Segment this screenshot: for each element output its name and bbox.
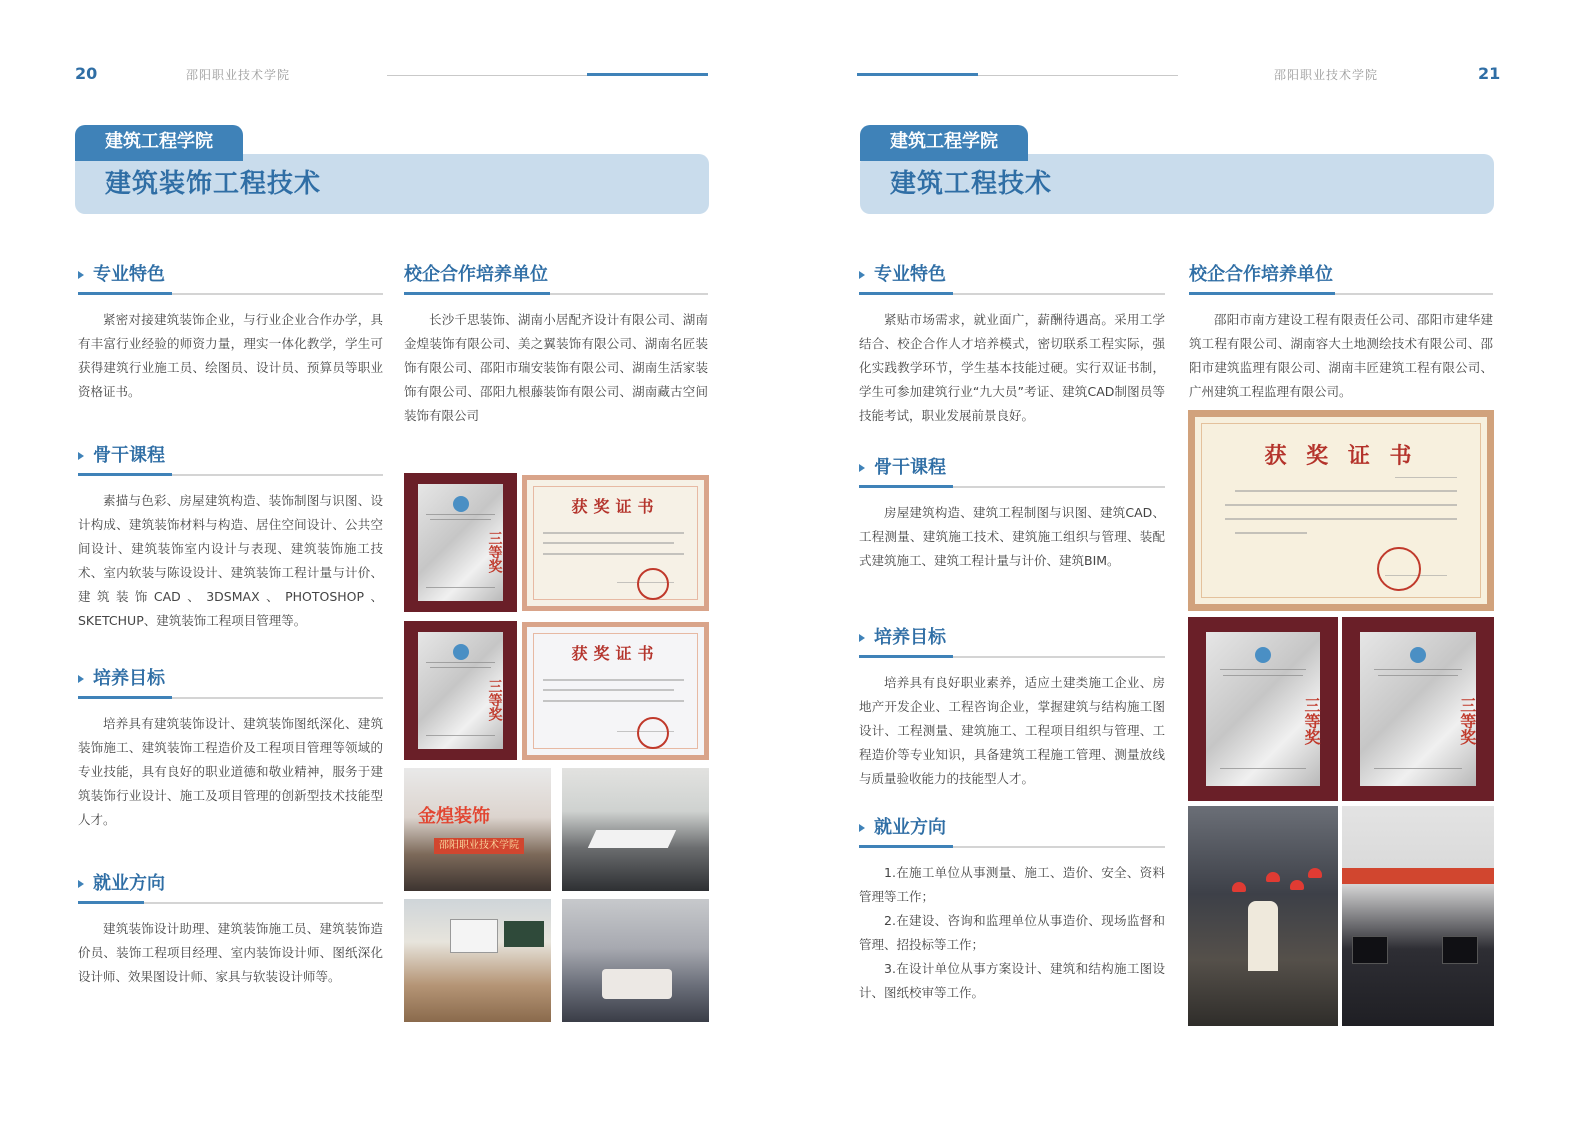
section-body: 紧贴市场需求，就业面广，薪酬待遇高。采用工学结合、校企合作人才培养模式，密切联系工程实际，强化实践教学环节，学生基本技能过硬。实行双证书制，学生可参加建筑行业“九大员”考证、建筑CAD制图员等技能考试，职业发展前景良好。 <box>859 312 1165 423</box>
photo-meeting-room <box>562 768 709 891</box>
header-rule-accent <box>857 73 978 76</box>
section-title: 培养目标 <box>859 625 1165 651</box>
header-rule-accent <box>587 73 708 76</box>
section-goals <box>78 666 383 832</box>
photo-students-working <box>562 899 709 1022</box>
award-certificate-image <box>1188 410 1494 611</box>
right-page <box>794 0 1587 1123</box>
section-courses <box>859 455 1165 573</box>
section-rule <box>859 846 1165 848</box>
certificate-title: 获奖证书 <box>571 497 660 516</box>
section-body: 紧密对接建筑装饰企业，与行业企业合作办学，具有丰富行业经验的师资力量，理实一体化教学，学生可获得建筑行业施工员、绘图员、设计员、预算员等职业资格证书。 <box>78 312 383 399</box>
section-body: 素描与色彩、房屋建筑构造、装饰制图与识图、设计构成、建筑装饰材料与构造、居住空间设计、公共空间设计、建筑装饰室内设计与表现、建筑装饰施工技术、室内软装与陈设设计、建筑装饰工程计量与计价、建筑装饰CAD、3DSMAX、PHOTOSHOP、SKETCHUP、建筑装饰工程项目管理等。 <box>78 493 383 628</box>
emblem-icon <box>453 496 469 512</box>
section-title: 就业方向 <box>859 815 1165 841</box>
certificate-title: 获 奖 证 书 <box>1264 443 1418 469</box>
section-rule <box>859 486 1165 488</box>
red-seal-icon <box>637 568 669 600</box>
section-body: 培养具有建筑装饰设计、建筑装饰图纸深化、建筑装饰施工、建筑装饰工程造价及工程项目管理等领域的专业技能，具有良好的职业道德和敬业精神，服务于建筑装饰行业设计、施工及项目管理的创新型技术技能型人才。 <box>78 716 383 827</box>
section-courses <box>78 443 383 633</box>
page-number: 20 <box>75 64 98 83</box>
emblem-icon <box>1255 647 1271 663</box>
section-rule <box>859 656 1165 658</box>
award-certificate-image <box>522 622 709 760</box>
college-tab: 建筑工程学院 <box>860 125 1028 161</box>
section-careers <box>859 815 1165 1005</box>
section-rule <box>78 697 383 699</box>
section-title: 骨干课程 <box>859 455 1165 481</box>
red-banner: 邵阳职业技术学院 <box>434 838 524 854</box>
section-rule <box>1189 293 1493 295</box>
career-list <box>859 861 1165 1005</box>
triangle-bullet-icon <box>78 271 84 279</box>
red-seal-icon <box>1377 547 1421 591</box>
section-rule <box>859 293 1165 295</box>
section-body: 邵阳市南方建设工程有限责任公司、邵阳市建华建筑工程有限公司、湖南容大土地测绘技术有限公司、邵阳市建筑监理有限公司、湖南丰匠建筑工程有限公司、广州建筑工程监理有限公司。 <box>1189 312 1493 399</box>
award-plaque-image <box>1188 617 1338 801</box>
section-body: 长沙千思装饰、湖南小居配齐设计有限公司、湖南金煌装饰有限公司、美之翼装饰有限公司、湖南名匠装饰有限公司、邵阳市瑞安装饰有限公司、湖南生活家装饰有限公司、邵阳九根藤装饰有限公司、湖南藏古空间装饰有限公司 <box>404 312 708 423</box>
section-title: 专业特色 <box>859 262 1165 288</box>
section-features <box>859 262 1165 428</box>
section-rule <box>78 474 383 476</box>
section-title: 培养目标 <box>78 666 383 692</box>
triangle-bullet-icon <box>859 634 865 642</box>
triangle-bullet-icon <box>78 675 84 683</box>
list-item: 3.在设计单位从事方案设计、建筑和结构施工图设计、图纸校审等工作。 <box>859 961 1165 1000</box>
section-goals <box>859 625 1165 791</box>
certificate-title: 获奖证书 <box>571 644 660 663</box>
triangle-bullet-icon <box>78 880 84 888</box>
award-plaque-image <box>1342 617 1494 801</box>
plaque-text: 三等奖 <box>486 530 503 573</box>
major-title-banner <box>75 154 709 214</box>
section-body: 培养具有良好职业素养，适应土建类施工企业、房地产开发企业、工程咨询企业，掌握建筑与结构施工图设计、工程测量、建筑施工、工程项目组织与管理、工程造价等专业知识，具备建筑工程施工管理、测量放线与质量验收能力的技能型人才。 <box>859 675 1165 786</box>
plaque-text: 三等奖 <box>1457 696 1477 745</box>
major-title-banner <box>860 154 1494 214</box>
section-body: 房屋建筑构造、建筑工程制图与识图、建筑CAD、工程测量、建筑施工技术、建筑施工组织与管理、装配式建筑施工、建筑工程计量与计价、建筑BIM。 <box>859 505 1165 568</box>
section-cooperation <box>404 262 708 428</box>
section-rule <box>404 293 708 295</box>
company-sign-text: 金煌装饰 <box>418 806 490 827</box>
photo-company-visit <box>404 768 551 891</box>
section-title: 校企合作培养单位 <box>404 264 548 285</box>
left-page <box>0 0 793 1123</box>
section-title: 校企合作培养单位 <box>1189 264 1333 285</box>
college-tab: 建筑工程学院 <box>75 125 243 161</box>
triangle-bullet-icon <box>859 824 865 832</box>
plaque-text: 三等奖 <box>1302 696 1321 745</box>
section-title: 专业特色 <box>78 262 383 288</box>
section-careers <box>78 871 383 989</box>
emblem-icon <box>453 644 469 660</box>
section-title: 就业方向 <box>78 871 383 897</box>
red-seal-icon <box>637 717 669 749</box>
section-features <box>78 262 383 404</box>
award-plaque-image <box>404 473 517 612</box>
major-title: 建筑装饰工程技术 <box>105 169 322 199</box>
photo-construction-site <box>1188 806 1338 1026</box>
list-item: 1.在施工单位从事测量、施工、造价、安全、资料管理等工作； <box>859 865 1165 904</box>
header-school-name: 邵阳职业技术学院 <box>1274 68 1379 82</box>
triangle-bullet-icon <box>78 452 84 460</box>
photo-computer-lab <box>1342 806 1494 1026</box>
major-title: 建筑工程技术 <box>890 169 1053 199</box>
award-plaque-image <box>404 621 517 760</box>
header-school-name: 邵阳职业技术学院 <box>186 68 291 82</box>
section-rule <box>78 293 383 295</box>
page-number: 21 <box>1478 64 1501 83</box>
emblem-icon <box>1410 647 1426 663</box>
section-rule <box>78 902 383 904</box>
section-cooperation <box>1189 262 1493 404</box>
photo-drawing-classroom <box>404 899 551 1022</box>
triangle-bullet-icon <box>859 271 865 279</box>
section-title: 骨干课程 <box>78 443 383 469</box>
section-body: 建筑装饰设计助理、建筑装饰施工员、建筑装饰造价员、装饰工程项目经理、室内装饰设计师、图纸深化设计师、效果图设计师、家具与软装设计师等。 <box>78 921 383 984</box>
plaque-text: 三等奖 <box>486 678 503 721</box>
triangle-bullet-icon <box>859 464 865 472</box>
list-item: 2.在建设、咨询和监理单位从事造价、现场监督和管理、招投标等工作； <box>859 913 1165 952</box>
award-certificate-image <box>522 475 709 611</box>
